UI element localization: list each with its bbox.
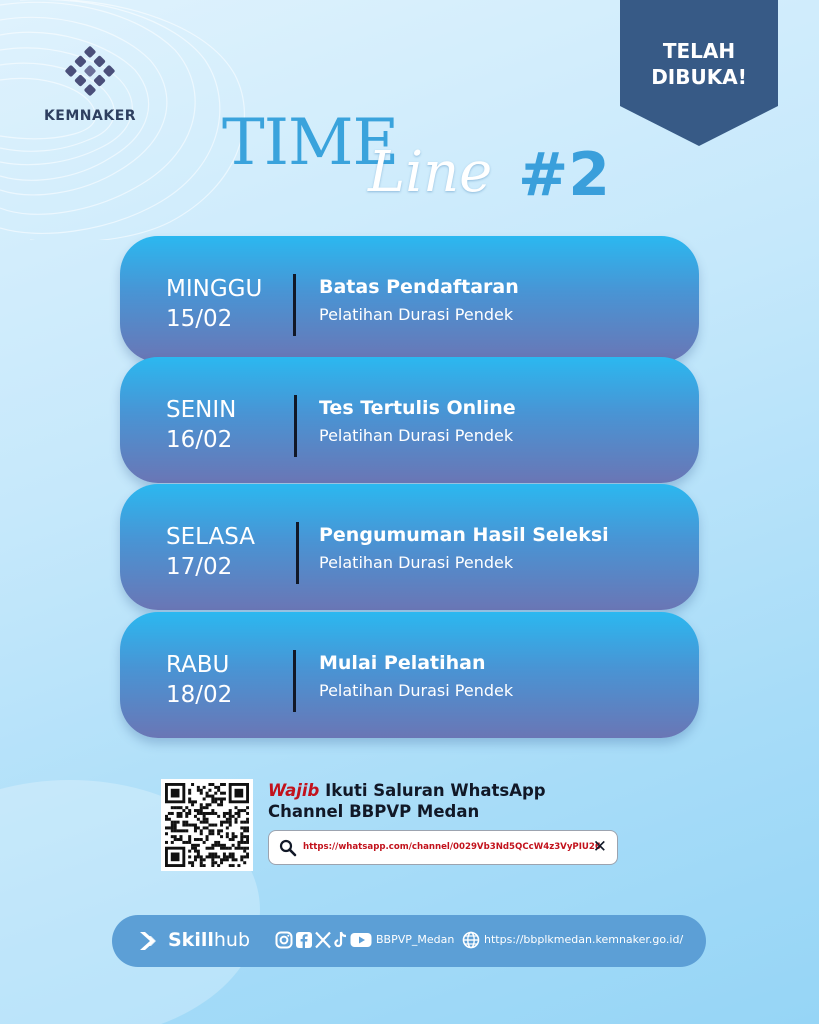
card-date: 16/02 [166,427,233,453]
card-day: MINGGU [166,276,263,302]
banner-line1: TELAH [662,39,736,63]
card-title: Pengumuman Hasil Seleksi [319,524,609,546]
instagram-icon[interactable] [275,931,293,949]
whatsapp-link-field[interactable] [268,830,618,865]
footer-bar [112,915,706,967]
timeline-card [120,357,699,483]
facebook-icon[interactable] [295,931,313,949]
globe-icon [462,931,480,949]
close-icon[interactable]: ✕ [592,837,607,857]
tiktok-icon[interactable] [334,931,348,949]
card-title: Tes Tertulis Online [319,397,516,419]
youtube-icon[interactable] [350,931,372,949]
card-divider [296,522,299,584]
timeline-card [120,612,699,738]
card-subtitle: Pelatihan Durasi Pendek [319,305,514,324]
banner-line2: DIBUKA! [651,65,747,89]
kemnaker-logo-icon [59,40,121,102]
website-link[interactable]: https://bbplkmedan.kemnaker.go.id/ [484,933,684,946]
card-title: Batas Pendaftaran [319,276,519,298]
open-banner [620,0,778,146]
x-icon[interactable] [315,931,331,949]
card-divider [293,650,296,712]
timeline-card [120,484,699,610]
card-title: Mulai Pelatihan [319,652,486,674]
kemnaker-logo [40,40,140,124]
card-day: SENIN [166,397,237,423]
whatsapp-text1: Ikuti Saluran WhatsApp [319,781,546,800]
search-icon [279,839,297,857]
whatsapp-heading [268,780,628,822]
title-number: #2 [518,140,611,210]
card-divider [293,274,296,336]
brand-light: Skill [168,929,214,951]
whatsapp-text2: Channel BBPVP Medan [268,802,480,821]
timeline-card [120,236,699,362]
skillhub-logo-icon [138,930,162,952]
card-day: RABU [166,652,230,678]
card-subtitle: Pelatihan Durasi Pendek [319,553,514,572]
card-subtitle: Pelatihan Durasi Pendek [319,426,514,445]
title-line: Line [368,140,493,205]
card-date: 17/02 [166,554,233,580]
wajib-label: Wajib [268,781,320,800]
logo-text: KEMNAKER [43,108,137,124]
skillhub-brand [168,928,250,952]
card-subtitle: Pelatihan Durasi Pendek [319,681,514,700]
card-date: 18/02 [166,682,233,708]
card-divider [294,395,297,457]
page-title [220,100,620,210]
whatsapp-url[interactable]: https://whatsapp.com/channel/0029Vb3Nd5QCcW4z3VyPIU26 [303,842,601,852]
title-time: TIME [222,106,399,180]
social-handle[interactable]: BBPVP_Medan [376,933,455,946]
qr-code[interactable] [161,779,253,871]
qr-code-icon [165,783,249,867]
brand-bold: hub [213,929,251,951]
card-date: 15/02 [166,306,233,332]
card-day: SELASA [166,524,255,550]
